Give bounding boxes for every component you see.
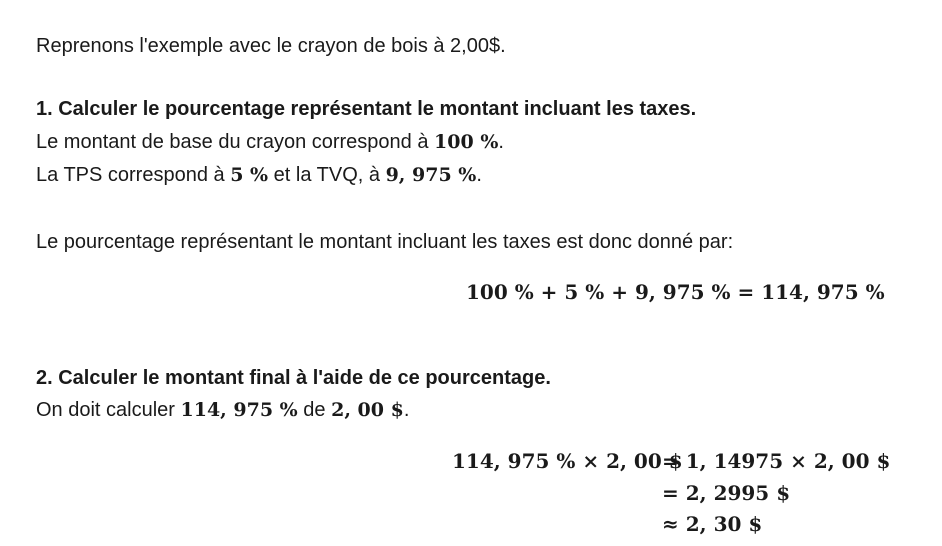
step2-equation-rhs-2: = 2, 2995 $ bbox=[662, 481, 791, 505]
math-price: 2, 00 $ bbox=[331, 399, 404, 421]
step1-line-base bbox=[36, 128, 504, 156]
step1-line-total-intro: Le pourcentage représentant le montant incluant les taxes est donc donné par: bbox=[36, 231, 734, 253]
step1-line-taxes bbox=[36, 161, 482, 189]
step2-line-calc-prefix: On doit calculer bbox=[36, 399, 181, 421]
step1-line-base-prefix: Le montant de base du crayon correspond à bbox=[36, 131, 435, 153]
step2-equation-lhs: 114, 975 % × 2, 00 $ bbox=[452, 449, 683, 473]
math-tvq-percent: 9, 975 % bbox=[385, 164, 477, 186]
step1-heading: 1. Calculer le pourcentage représentant le montant incluant les taxes. bbox=[36, 98, 697, 120]
step2-line-calc-suffix: . bbox=[403, 399, 410, 421]
step1-equation: 100 % + 5 % + 9, 975 % = 114, 975 % bbox=[466, 280, 885, 304]
math-total-percent: 114, 975 % bbox=[180, 399, 298, 421]
step1-line-taxes-prefix: La TPS correspond à bbox=[36, 164, 231, 186]
step2-heading: 2. Calculer le montant final à l'aide de ce pourcentage. bbox=[36, 367, 551, 389]
step1-line-taxes-suffix: . bbox=[476, 164, 482, 186]
math-base-percent: 100 % bbox=[434, 131, 499, 153]
step2-line-calc-mid: de bbox=[297, 399, 332, 421]
math-tps-percent: 5 % bbox=[230, 164, 269, 186]
step1-line-taxes-mid: et la TVQ, à bbox=[268, 164, 386, 186]
intro-text: Reprenons l'exemple avec le crayon de bois à 2,00$. bbox=[36, 35, 506, 57]
step2-equation-rhs-1: = 1, 14975 × 2, 00 $ bbox=[662, 449, 891, 473]
step2-equation-rhs-3: ≈ 2, 30 $ bbox=[662, 512, 763, 536]
step2-line-calc bbox=[36, 396, 409, 424]
step1-line-base-suffix: . bbox=[498, 131, 504, 153]
